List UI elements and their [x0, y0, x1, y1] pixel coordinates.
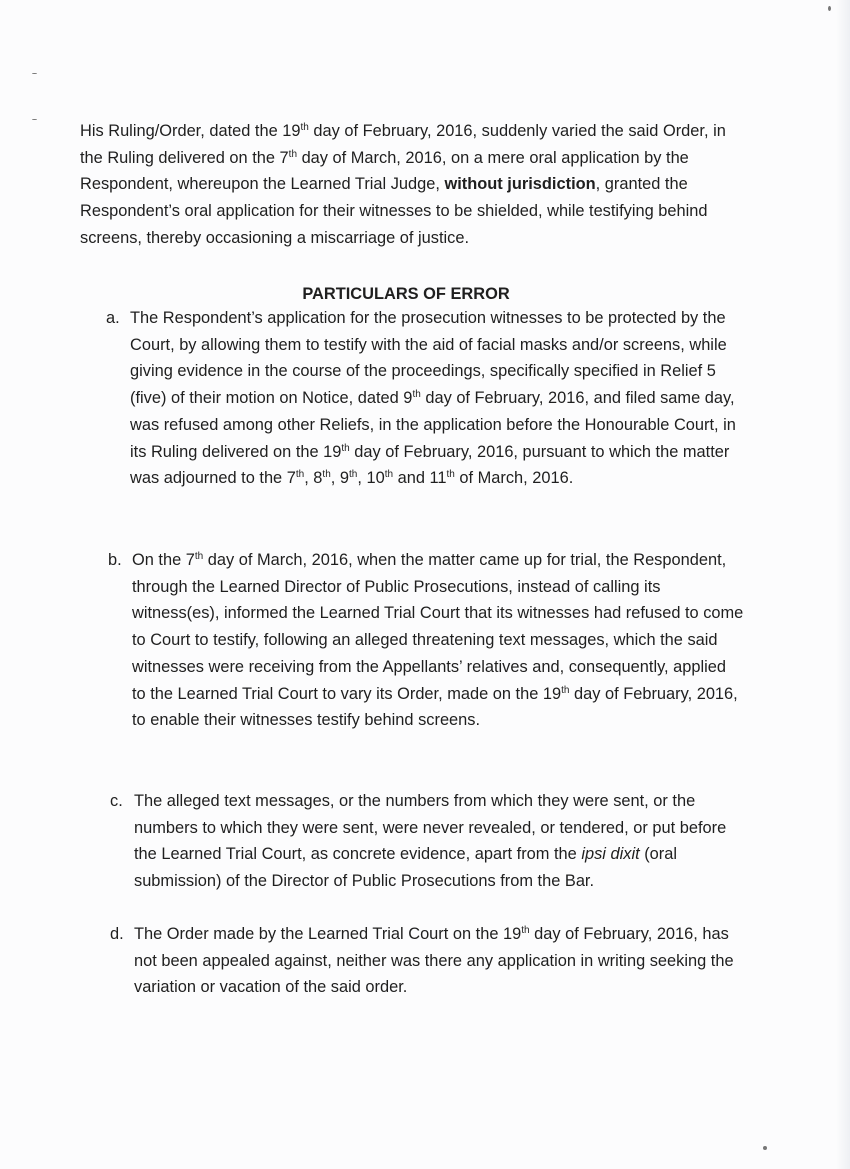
list-item-text — [132, 547, 744, 734]
item-text: day of February, 2016, to enable their witnesses testify behind screens. — [132, 684, 738, 730]
item-text: The Order made by the Learned Trial Court on the 19 — [134, 925, 522, 943]
ordinal-suffix: th — [446, 469, 455, 481]
intro-text: day of March, 2016, on a mere oral application by the Respondent, whereupon the Learned Trial Judge, — [80, 148, 689, 194]
item-text: On the 7 — [132, 551, 195, 569]
item-text: day of February, 2016, has not been appealed against, neither was there any application in writing seeking the variation or vacation of the said order. — [134, 925, 734, 997]
item-text: , 9 — [330, 469, 349, 488]
scan-speck — [763, 1146, 767, 1150]
list-item-text — [130, 305, 742, 492]
intro-bold-text: without jurisdiction — [444, 175, 596, 194]
scan-speck — [32, 73, 37, 74]
item-text: The alleged text messages, or the numbers from which they were sent, or the numbers to which they were sent, were never revealed, or tendered, or put before the Learned Trial Court, as concrete evidence, apart from the — [134, 792, 727, 864]
intro-paragraph — [80, 118, 740, 252]
item-text: (oral submission) of the Director of Public Prosecutions from the Bar. — [134, 845, 677, 891]
item-text: day of March, 2016, when the matter came up for trial, the Respondent, through the Learned Director of Public Prosecutions, instead of calling its witness(es), informed the Learned Trial Court that its witnesses had refused to come to Court to testify, following an alleged threatening text messages, which the said witnesses were receiving from the Appellants’ relatives and, consequently, applied to the Learned Trial Court to vary its Order, made on the 19 — [132, 551, 744, 703]
item-text: The Respondent’s application for the prosecution witnesses to be protected by the Court, by allowing them to testify with the aid of facial masks and/or screens, while giving evidence in the course of the proceedings, specifically specified in Relief 5 (five) of their motion on Notice, dated 9 — [130, 309, 727, 408]
ordinal-suffix: th — [349, 469, 358, 481]
intro-text: , granted the Respondent’s oral application for their witnesses to be shielded, while testifying behind screens, thereby occasioning a miscarriage of justice. — [80, 175, 708, 247]
list-item-text — [134, 921, 746, 1001]
intro-text: day of February, 2016, suddenly varied the said Order, in the Ruling delivered on the 7 — [80, 122, 726, 167]
list-marker: b. — [108, 551, 122, 569]
ordinal-suffix: th — [561, 684, 570, 696]
ordinal-suffix: th — [384, 469, 394, 481]
ordinal-suffix: th — [521, 925, 530, 936]
list-marker: a. — [106, 309, 120, 327]
italic-term: ipsi dixit — [581, 845, 640, 864]
list-item-a — [106, 305, 742, 492]
list-marker: d. — [110, 925, 124, 943]
ordinal-suffix: th — [194, 551, 204, 562]
ordinal-suffix: th — [300, 122, 309, 133]
intro-text: His Ruling/Order, dated the 19 — [80, 122, 301, 140]
item-text: of March, 2016. — [454, 469, 574, 488]
item-text: , 10 — [357, 469, 385, 488]
page-edge-shadow — [836, 0, 850, 1169]
list-item-b — [108, 547, 744, 734]
list-item-d — [110, 921, 746, 1001]
ordinal-suffix: th — [288, 148, 298, 160]
ordinal-suffix: th — [341, 442, 350, 454]
list-marker: c. — [110, 792, 123, 810]
list-item-c — [110, 788, 746, 895]
list-item-text — [134, 788, 746, 895]
ordinal-suffix: th — [295, 469, 305, 481]
item-text: and 11 — [393, 469, 447, 488]
ordinal-suffix: th — [412, 389, 421, 401]
section-heading: PARTICULARS OF ERROR — [302, 285, 510, 303]
scan-speck — [32, 119, 37, 120]
item-text: day of February, 2016, and filed same day, was refused among other Reliefs, in the application before the Honourable Court, in its Ruling delivered on the 19 — [130, 389, 736, 461]
item-text: , 8 — [304, 469, 323, 488]
scan-speck — [828, 6, 831, 11]
item-text: day of February, 2016, pursuant to which the matter was adjourned to the 7 — [130, 442, 730, 488]
ordinal-suffix: th — [322, 469, 331, 481]
